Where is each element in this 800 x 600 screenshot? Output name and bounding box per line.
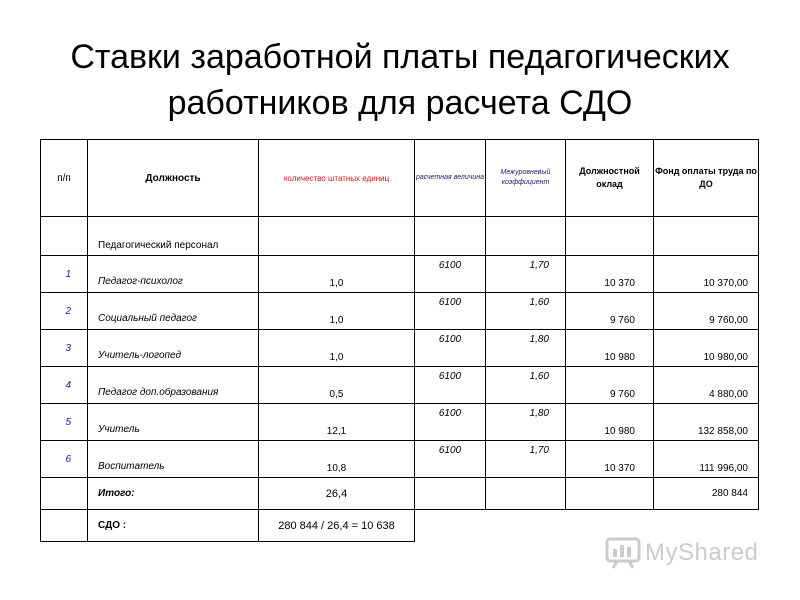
- total-row: [41, 478, 759, 510]
- row-position: Социальный педагог: [88, 293, 259, 330]
- table-row: [41, 293, 759, 330]
- row-position: Учитель: [88, 404, 259, 441]
- total-qty: 26,4: [259, 478, 415, 510]
- slide-title-line-2: работников для расчета СДО: [167, 84, 633, 122]
- row-base-value: 6100: [415, 330, 486, 367]
- row-salary: 10 980: [566, 330, 654, 367]
- slide-title-line-1: Ставки заработной платы педагогических: [70, 38, 730, 76]
- table-row: [41, 404, 759, 441]
- row-coefficient: 1,60: [486, 367, 566, 404]
- section-row: [41, 217, 759, 256]
- section-label: Педагогический персонал: [88, 217, 259, 256]
- row-staff-units: 1,0: [259, 293, 415, 330]
- watermark-text: MyShared: [645, 539, 759, 566]
- header-position: Должность: [88, 140, 259, 217]
- row-num: 1: [41, 256, 88, 293]
- row-num: 4: [41, 367, 88, 404]
- row-staff-units: 12,1: [259, 404, 415, 441]
- table-header-row: [41, 140, 759, 217]
- header-num: п/п: [41, 140, 88, 217]
- row-salary: 10 980: [566, 404, 654, 441]
- table-row: [41, 441, 759, 478]
- row-staff-units: 1,0: [259, 256, 415, 293]
- slide-title: [0, 34, 800, 126]
- row-coefficient: 1,70: [486, 256, 566, 293]
- row-fund: 10 980,00: [654, 330, 759, 367]
- sdo-formula: 280 844 / 26,4 = 10 638: [259, 510, 415, 542]
- row-staff-units: 10,8: [259, 441, 415, 478]
- row-base-value: 6100: [415, 367, 486, 404]
- row-coefficient: 1,60: [486, 293, 566, 330]
- row-salary: 9 760: [566, 367, 654, 404]
- row-base-value: 6100: [415, 256, 486, 293]
- row-fund: 9 760,00: [654, 293, 759, 330]
- sdo-label: СДО :: [88, 510, 259, 542]
- row-salary: 10 370: [566, 441, 654, 478]
- row-base-value: 6100: [415, 293, 486, 330]
- header-salary: Должностной оклад: [566, 140, 654, 217]
- row-coefficient: 1,80: [486, 330, 566, 367]
- row-staff-units: 0,5: [259, 367, 415, 404]
- header-fund: Фонд оплаты труда по ДО: [654, 140, 759, 217]
- row-salary: 10 370: [566, 256, 654, 293]
- row-salary: 9 760: [566, 293, 654, 330]
- row-position: Педагог доп.образования: [88, 367, 259, 404]
- row-staff-units: 1,0: [259, 330, 415, 367]
- row-num: 6: [41, 441, 88, 478]
- row-fund: 4 880,00: [654, 367, 759, 404]
- header-base-value: расчетная величина: [415, 140, 486, 217]
- row-coefficient: 1,80: [486, 404, 566, 441]
- row-fund: 10 370,00: [654, 256, 759, 293]
- row-num: 2: [41, 293, 88, 330]
- row-base-value: 6100: [415, 404, 486, 441]
- total-label: Итого:: [88, 478, 259, 510]
- table-row: [41, 367, 759, 404]
- row-base-value: 6100: [415, 441, 486, 478]
- row-fund: 111 996,00: [654, 441, 759, 478]
- row-position: Педагог-психолог: [88, 256, 259, 293]
- myshared-watermark: [605, 533, 775, 573]
- row-num: 5: [41, 404, 88, 441]
- row-num: 3: [41, 330, 88, 367]
- row-coefficient: 1,70: [486, 441, 566, 478]
- header-staff-units: количество штатных единиц: [259, 140, 415, 217]
- salary-table: [40, 139, 759, 542]
- table-body: [41, 256, 759, 478]
- myshared-logo-icon: [605, 537, 641, 569]
- row-position: Учитель-логопед: [88, 330, 259, 367]
- total-fund: 280 844: [654, 478, 759, 510]
- table-row: [41, 330, 759, 367]
- row-position: Воспитатель: [88, 441, 259, 478]
- header-coefficient: Межуровневый коэффициент: [486, 140, 566, 217]
- row-fund: 132 858,00: [654, 404, 759, 441]
- table-row: [41, 256, 759, 293]
